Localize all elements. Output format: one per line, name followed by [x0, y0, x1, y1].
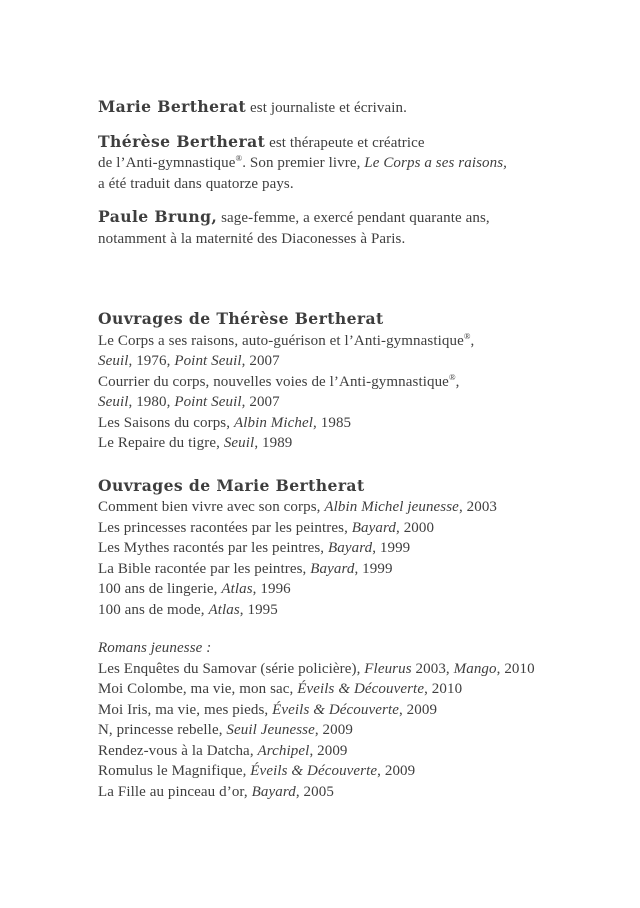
book-entry-line [98, 372, 598, 393]
author-bio-marie [98, 97, 598, 119]
bio-line [98, 153, 598, 174]
body-text: 2003, [411, 660, 454, 677]
body-text: 100 ans de lingerie, [98, 581, 222, 597]
section-heading [98, 638, 598, 659]
book-entry-line [98, 433, 598, 454]
body-text: La Fille au pinceau d’or, [98, 783, 252, 800]
publisher-text: Seuil Jeunesse [226, 722, 315, 738]
body-text: sage-femme, a exercé pendant quarante ans, [217, 210, 490, 226]
body-text: , 1980, [128, 394, 175, 410]
section-ouvrages-therese [98, 309, 598, 454]
book-entry-line [98, 659, 598, 680]
body-text: , [455, 373, 460, 390]
publisher-text: Archipel [257, 742, 310, 759]
bibliography-sections [98, 309, 598, 802]
body-text: , 1995 [239, 601, 278, 618]
publisher-text: Fleurus [364, 660, 412, 677]
body-text: , 2010 [424, 681, 463, 697]
publisher-text: Mango [453, 660, 497, 677]
body-text: , 2009 [377, 763, 416, 779]
section-heading [98, 309, 598, 331]
bio-line [98, 229, 598, 250]
section-heading [98, 476, 598, 498]
book-entry-line [98, 761, 598, 782]
body-text: N, princesse rebelle, [98, 722, 227, 738]
publisher-text: Atlas [221, 581, 253, 597]
publisher-text: Atlas [208, 601, 240, 618]
author-name-text: Thérèse Bertherat [98, 131, 266, 151]
publisher-text: Point Seuil [174, 353, 242, 369]
book-entry-line [98, 600, 598, 621]
registered-mark: ® [235, 153, 243, 163]
body-text: , 2007 [241, 394, 280, 410]
bio-line [98, 207, 598, 229]
body-text: Romulus le Magnifique, [98, 763, 251, 779]
page-content [98, 97, 598, 802]
book-entry-line [98, 331, 598, 352]
publisher-text: Point Seuil [174, 394, 242, 410]
author-bios [98, 97, 598, 249]
book-entry-line [98, 538, 598, 559]
body-text: Le Corps a ses raisons, auto-guérison et l’Anti-gymnastique [98, 332, 464, 349]
body-text: Les Enquêtes du Samovar (série policière), [98, 660, 365, 677]
body-text: , 2000 [396, 519, 435, 536]
publisher-text: Le Corps a ses raisons, [364, 155, 508, 171]
body-text: a été traduit dans quatorze pays. [98, 175, 294, 192]
registered-mark: ® [463, 330, 471, 341]
book-entry-line [98, 518, 598, 539]
publisher-text: Seuil [223, 435, 255, 451]
body-text: est journaliste et écrivain. [246, 100, 407, 116]
book-entry-line [98, 559, 598, 580]
book-entry-line [98, 741, 598, 762]
book-entry-line [98, 700, 598, 721]
body-text: , [470, 332, 475, 349]
book-entry-line [98, 351, 598, 372]
publisher-text: Seuil [98, 353, 129, 369]
publisher-text: Bayard [310, 560, 355, 577]
body-text: , 2009 [314, 722, 353, 738]
book-entry-line [98, 782, 598, 803]
author-bio-paule [98, 207, 598, 249]
body-text: , 2005 [295, 783, 334, 800]
body-text: . Son premier livre, [242, 155, 365, 171]
body-text: Le Repaire du tigre, [98, 435, 224, 451]
body-text: , 2007 [241, 353, 280, 369]
bio-line [98, 97, 598, 119]
body-text: Les Saisons du corps, [98, 414, 234, 431]
section-romans-jeunesse [98, 638, 598, 802]
body-text: est thérapeute et créatrice [265, 134, 425, 151]
publisher-text: Seuil [98, 394, 129, 410]
registered-mark: ® [448, 371, 456, 382]
body-text: Moi Iris, ma vie, mes pieds, [98, 701, 273, 718]
body-text: Moi Colombe, ma vie, mon sac, [98, 681, 298, 697]
body-text: , 2009 [398, 701, 438, 718]
book-entry-line [98, 413, 598, 434]
body-text: , 1996 [252, 581, 291, 597]
author-name-text: Paule Brung, [98, 207, 218, 226]
body-text: Courrier du corps, nouvelles voies de l’Anti-gymnastique [98, 373, 449, 390]
body-text: , 2003 [458, 499, 498, 515]
book-entry-line [98, 579, 598, 600]
bio-line [98, 174, 598, 195]
author-name-text: Ouvrages de Thérèse Bertherat [98, 309, 384, 328]
body-text: Les Mythes racontés par les peintres, [98, 540, 328, 556]
publisher-text: Bayard [351, 519, 396, 536]
body-text: notamment à la maternité des Diaconesses à Paris. [98, 230, 406, 247]
body-text: , 1985 [313, 414, 352, 431]
book-entry-line [98, 679, 598, 700]
publisher-text: Éveils & Découverte [272, 701, 399, 718]
body-text: 100 ans de mode, [98, 601, 209, 618]
publisher-text: Éveils & Découverte [297, 681, 425, 697]
author-name-text: Marie Bertherat [98, 97, 247, 116]
body-text: , 1999 [354, 560, 393, 577]
body-text: , 1989 [254, 435, 293, 451]
body-text: , 1999 [372, 540, 411, 556]
body-text: , 2009 [309, 742, 348, 759]
publisher-text: Bayard [327, 540, 373, 556]
publisher-text: Albin Michel [233, 414, 314, 431]
body-text: Comment bien vivre avec son corps, [98, 499, 325, 515]
body-text: Rendez-vous à la Datcha, [98, 742, 258, 759]
publisher-text: Romans jeunesse : [98, 640, 212, 656]
body-text: Les princesses racontées par les peintres, [98, 519, 352, 536]
book-entry-line [98, 392, 598, 413]
publisher-text: Éveils & Découverte [250, 763, 378, 779]
book-entry-line [98, 497, 598, 518]
body-text: , 1976, [128, 353, 175, 369]
body-text: , 2010 [496, 660, 535, 677]
author-bio-therese [98, 132, 598, 195]
book-entry-line [98, 720, 598, 741]
publisher-text: Bayard [251, 783, 296, 800]
body-text: La Bible racontée par les peintres, [98, 560, 311, 577]
section-ouvrages-marie [98, 476, 598, 621]
publisher-text: Albin Michel jeunesse [324, 499, 459, 515]
body-text: de l’Anti-gymnastique [98, 155, 236, 171]
bio-line [98, 132, 598, 154]
author-name-text: Ouvrages de Marie Bertherat [98, 475, 365, 495]
